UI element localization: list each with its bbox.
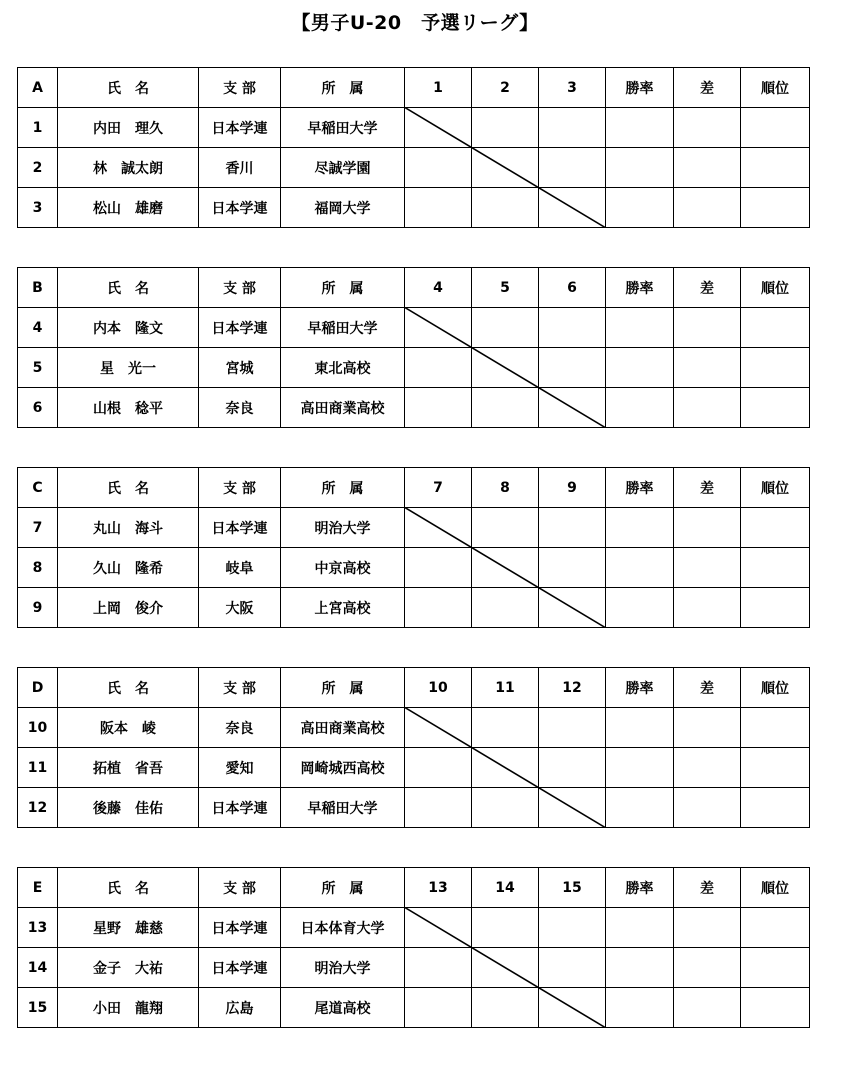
- player-name: 内田 理久: [58, 108, 199, 148]
- header-diff: 差: [674, 868, 741, 908]
- header-match-column: 4: [405, 268, 472, 308]
- player-affiliation: 上宮高校: [281, 588, 405, 628]
- win-rate-cell: [606, 788, 674, 828]
- match-result-cell: [405, 188, 472, 228]
- match-result-cell: [472, 108, 539, 148]
- diff-cell: [674, 508, 741, 548]
- match-result-cell: [405, 588, 472, 628]
- header-row: [18, 868, 810, 908]
- header-win-rate: 勝率: [606, 468, 674, 508]
- header-row: [18, 68, 810, 108]
- diff-cell: [674, 948, 741, 988]
- header-match-column: 12: [539, 668, 606, 708]
- rank-cell: [741, 548, 810, 588]
- rank-cell: [741, 908, 810, 948]
- league-c: [17, 467, 809, 628]
- diff-cell: [674, 788, 741, 828]
- rank-cell: [741, 148, 810, 188]
- table-row: [18, 348, 810, 388]
- league-label: B: [18, 268, 58, 308]
- win-rate-cell: [606, 748, 674, 788]
- player-affiliation: 明治大学: [281, 948, 405, 988]
- player-affiliation: 高田商業高校: [281, 708, 405, 748]
- header-row: [18, 668, 810, 708]
- player-name: 林 誠太朗: [58, 148, 199, 188]
- self-match-cell: [472, 548, 539, 588]
- header-affiliation: 所 属: [281, 668, 405, 708]
- player-number: 11: [18, 748, 58, 788]
- self-match-cell: [405, 508, 472, 548]
- league-label: D: [18, 668, 58, 708]
- diff-cell: [674, 748, 741, 788]
- diff-cell: [674, 108, 741, 148]
- player-name: 星野 雄慈: [58, 908, 199, 948]
- header-win-rate: 勝率: [606, 68, 674, 108]
- league-table: [17, 67, 810, 228]
- player-name: 金子 大祐: [58, 948, 199, 988]
- table-row: [18, 908, 810, 948]
- self-match-cell: [472, 348, 539, 388]
- header-rank: 順位: [741, 268, 810, 308]
- league-label: C: [18, 468, 58, 508]
- header-name: 氏 名: [58, 868, 199, 908]
- self-match-cell: [539, 188, 606, 228]
- player-number: 1: [18, 108, 58, 148]
- league-e: [17, 867, 809, 1028]
- player-number: 7: [18, 508, 58, 548]
- match-result-cell: [539, 108, 606, 148]
- match-result-cell: [539, 308, 606, 348]
- win-rate-cell: [606, 388, 674, 428]
- rank-cell: [741, 708, 810, 748]
- table-row: [18, 188, 810, 228]
- match-result-cell: [539, 348, 606, 388]
- header-rank: 順位: [741, 468, 810, 508]
- table-row: [18, 308, 810, 348]
- match-result-cell: [472, 588, 539, 628]
- diff-cell: [674, 908, 741, 948]
- match-result-cell: [539, 748, 606, 788]
- player-branch: 宮城: [199, 348, 281, 388]
- header-diff: 差: [674, 268, 741, 308]
- league-label: A: [18, 68, 58, 108]
- player-branch: 日本学連: [199, 508, 281, 548]
- player-branch: 岐阜: [199, 548, 281, 588]
- player-number: 9: [18, 588, 58, 628]
- header-affiliation: 所 属: [281, 68, 405, 108]
- self-match-cell: [472, 748, 539, 788]
- match-result-cell: [405, 148, 472, 188]
- win-rate-cell: [606, 308, 674, 348]
- player-branch: 日本学連: [199, 788, 281, 828]
- table-row: [18, 788, 810, 828]
- player-affiliation: 尾道高校: [281, 988, 405, 1028]
- self-match-cell: [472, 148, 539, 188]
- match-result-cell: [472, 908, 539, 948]
- player-branch: 奈良: [199, 708, 281, 748]
- match-result-cell: [405, 388, 472, 428]
- player-name: 拓植 省吾: [58, 748, 199, 788]
- table-row: [18, 508, 810, 548]
- self-match-cell: [539, 388, 606, 428]
- win-rate-cell: [606, 108, 674, 148]
- self-match-cell: [405, 108, 472, 148]
- header-match-column: 2: [472, 68, 539, 108]
- diff-cell: [674, 988, 741, 1028]
- header-diff: 差: [674, 668, 741, 708]
- player-branch: 日本学連: [199, 108, 281, 148]
- table-row: [18, 988, 810, 1028]
- header-name: 氏 名: [58, 468, 199, 508]
- rank-cell: [741, 588, 810, 628]
- match-result-cell: [472, 708, 539, 748]
- win-rate-cell: [606, 508, 674, 548]
- header-win-rate: 勝率: [606, 668, 674, 708]
- rank-cell: [741, 988, 810, 1028]
- diff-cell: [674, 388, 741, 428]
- header-branch: 支 部: [199, 468, 281, 508]
- header-win-rate: 勝率: [606, 268, 674, 308]
- league-d: [17, 667, 809, 828]
- player-affiliation: 岡崎城西高校: [281, 748, 405, 788]
- header-match-column: 11: [472, 668, 539, 708]
- win-rate-cell: [606, 548, 674, 588]
- player-affiliation: 早稲田大学: [281, 308, 405, 348]
- player-branch: 愛知: [199, 748, 281, 788]
- rank-cell: [741, 948, 810, 988]
- match-result-cell: [405, 988, 472, 1028]
- player-number: 8: [18, 548, 58, 588]
- header-match-column: 14: [472, 868, 539, 908]
- match-result-cell: [539, 148, 606, 188]
- rank-cell: [741, 348, 810, 388]
- header-match-column: 9: [539, 468, 606, 508]
- header-rank: 順位: [741, 668, 810, 708]
- header-match-column: 7: [405, 468, 472, 508]
- player-number: 2: [18, 148, 58, 188]
- rank-cell: [741, 188, 810, 228]
- match-result-cell: [405, 748, 472, 788]
- player-branch: 日本学連: [199, 908, 281, 948]
- match-result-cell: [405, 348, 472, 388]
- header-match-column: 6: [539, 268, 606, 308]
- diff-cell: [674, 148, 741, 188]
- match-result-cell: [472, 188, 539, 228]
- rank-cell: [741, 108, 810, 148]
- table-row: [18, 588, 810, 628]
- page-title: 【男子U-20 予選リーグ】: [291, 12, 539, 34]
- header-name: 氏 名: [58, 268, 199, 308]
- league-table: [17, 467, 810, 628]
- player-name: 丸山 海斗: [58, 508, 199, 548]
- player-branch: 奈良: [199, 388, 281, 428]
- self-match-cell: [472, 948, 539, 988]
- player-name: 松山 雄磨: [58, 188, 199, 228]
- header-match-column: 13: [405, 868, 472, 908]
- diff-cell: [674, 348, 741, 388]
- match-result-cell: [405, 548, 472, 588]
- player-affiliation: 高田商業高校: [281, 388, 405, 428]
- player-number: 10: [18, 708, 58, 748]
- self-match-cell: [405, 308, 472, 348]
- rank-cell: [741, 308, 810, 348]
- table-row: [18, 548, 810, 588]
- player-number: 12: [18, 788, 58, 828]
- player-name: 星 光一: [58, 348, 199, 388]
- rank-cell: [741, 508, 810, 548]
- player-affiliation: 明治大学: [281, 508, 405, 548]
- header-diff: 差: [674, 468, 741, 508]
- header-match-column: 3: [539, 68, 606, 108]
- match-result-cell: [539, 508, 606, 548]
- header-branch: 支 部: [199, 868, 281, 908]
- header-match-column: 1: [405, 68, 472, 108]
- player-number: 15: [18, 988, 58, 1028]
- win-rate-cell: [606, 348, 674, 388]
- diff-cell: [674, 588, 741, 628]
- league-label: E: [18, 868, 58, 908]
- player-name: 阪本 崚: [58, 708, 199, 748]
- header-match-column: 8: [472, 468, 539, 508]
- league-a: [17, 67, 809, 228]
- diff-cell: [674, 188, 741, 228]
- header-name: 氏 名: [58, 668, 199, 708]
- header-rank: 順位: [741, 868, 810, 908]
- player-affiliation: 早稲田大学: [281, 788, 405, 828]
- player-branch: 日本学連: [199, 948, 281, 988]
- win-rate-cell: [606, 148, 674, 188]
- player-branch: 広島: [199, 988, 281, 1028]
- match-result-cell: [539, 548, 606, 588]
- player-name: 久山 隆希: [58, 548, 199, 588]
- match-result-cell: [472, 508, 539, 548]
- win-rate-cell: [606, 588, 674, 628]
- table-row: [18, 108, 810, 148]
- self-match-cell: [539, 988, 606, 1028]
- player-affiliation: 東北高校: [281, 348, 405, 388]
- rank-cell: [741, 388, 810, 428]
- player-name: 小田 龍翔: [58, 988, 199, 1028]
- player-number: 5: [18, 348, 58, 388]
- player-affiliation: 日本体育大学: [281, 908, 405, 948]
- player-number: 14: [18, 948, 58, 988]
- player-name: 後藤 佳佑: [58, 788, 199, 828]
- match-result-cell: [405, 948, 472, 988]
- league-table: [17, 667, 810, 828]
- header-rank: 順位: [741, 68, 810, 108]
- header-affiliation: 所 属: [281, 868, 405, 908]
- header-branch: 支 部: [199, 268, 281, 308]
- player-affiliation: 早稲田大学: [281, 108, 405, 148]
- match-result-cell: [539, 708, 606, 748]
- player-affiliation: 福岡大学: [281, 188, 405, 228]
- player-number: 6: [18, 388, 58, 428]
- header-match-column: 10: [405, 668, 472, 708]
- diff-cell: [674, 548, 741, 588]
- player-branch: 大阪: [199, 588, 281, 628]
- player-number: 3: [18, 188, 58, 228]
- table-row: [18, 748, 810, 788]
- player-branch: 日本学連: [199, 308, 281, 348]
- match-result-cell: [405, 788, 472, 828]
- self-match-cell: [405, 908, 472, 948]
- match-result-cell: [539, 908, 606, 948]
- rank-cell: [741, 788, 810, 828]
- match-result-cell: [472, 308, 539, 348]
- header-match-column: 5: [472, 268, 539, 308]
- player-branch: 日本学連: [199, 188, 281, 228]
- player-name: 内本 隆文: [58, 308, 199, 348]
- table-row: [18, 708, 810, 748]
- header-affiliation: 所 属: [281, 468, 405, 508]
- header-match-column: 15: [539, 868, 606, 908]
- header-affiliation: 所 属: [281, 268, 405, 308]
- match-result-cell: [472, 988, 539, 1028]
- win-rate-cell: [606, 188, 674, 228]
- player-name: 山根 稔平: [58, 388, 199, 428]
- table-row: [18, 948, 810, 988]
- self-match-cell: [539, 588, 606, 628]
- diff-cell: [674, 708, 741, 748]
- table-row: [18, 388, 810, 428]
- league-b: [17, 267, 809, 428]
- player-branch: 香川: [199, 148, 281, 188]
- win-rate-cell: [606, 908, 674, 948]
- win-rate-cell: [606, 708, 674, 748]
- diff-cell: [674, 308, 741, 348]
- header-branch: 支 部: [199, 668, 281, 708]
- player-number: 13: [18, 908, 58, 948]
- header-row: [18, 468, 810, 508]
- win-rate-cell: [606, 988, 674, 1028]
- self-match-cell: [405, 708, 472, 748]
- player-affiliation: 尽誠学園: [281, 148, 405, 188]
- match-result-cell: [472, 388, 539, 428]
- league-table: [17, 267, 810, 428]
- win-rate-cell: [606, 948, 674, 988]
- header-diff: 差: [674, 68, 741, 108]
- player-name: 上岡 俊介: [58, 588, 199, 628]
- header-win-rate: 勝率: [606, 868, 674, 908]
- player-affiliation: 中京高校: [281, 548, 405, 588]
- header-row: [18, 268, 810, 308]
- header-branch: 支 部: [199, 68, 281, 108]
- table-row: [18, 148, 810, 188]
- match-result-cell: [539, 948, 606, 988]
- player-number: 4: [18, 308, 58, 348]
- rank-cell: [741, 748, 810, 788]
- league-table: [17, 867, 810, 1028]
- self-match-cell: [539, 788, 606, 828]
- match-result-cell: [472, 788, 539, 828]
- header-name: 氏 名: [58, 68, 199, 108]
